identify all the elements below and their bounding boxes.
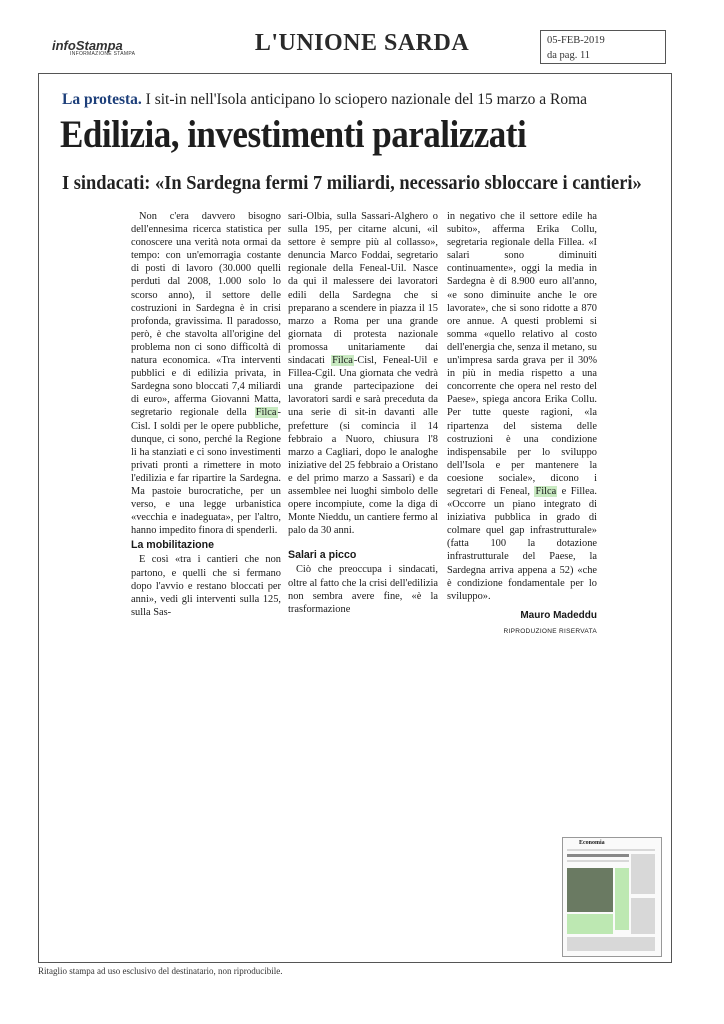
paragraph: Non c'era davvero bisogno dell'ennesima ricerca statistica per conoscere una verità nota ormai da tempo: con un'emorragia costante di posti di lavoro (30.000 quelli perduti dal 2008, 1.000 solo lo scorso anno), il settore delle costruzioni in Sardegna è in crisi profonda, gravissima. Il paradosso, però, è che stavolta all'origine del problema non ci sono difficoltà di natura economica. «Tra interventi pubblici e di edilizia privata, in Sardegna sono bloccati 7,4 miliardi di euro», afferma Giovanni Matta, segretario regionale della Filca-Cisl. I soldi per le opere pubbliche, dunque, ci sono, perché la Regione li ha stanziati e ci sono investimenti privati pronti a rimettere in moto l'edilizia e far ripartire la Sardegna. Ma pastoie burocratiche, per un verso, e una legge urbanistica «vecchia e inadeguata», per l'altro, hanno impedito finora di spenderli. — [131, 211, 281, 537]
thumbnail-section-title: Economia — [579, 840, 605, 846]
highlight-filca: Filca — [535, 485, 557, 497]
paragraph: in negativo che il settore edile ha subito», afferma Erika Collu, segretaria regionale della Fillea. «I salari sono diminuiti continuamente», oggi la media in Sardegna è di 8.900 euro all'anno, «e sono diminuite anche le ore lavorate», che si sono ridotte a 870 ore annue. A questi problemi si somma «quello relativo al costo dell'energia che, senza il metano, su un'impresa sarda grava per il 30% in più in media rispetto a una concorrente che opera nel resto del Paese», spiega ancora Erika Collu. Per tutte queste ragioni, «la ripartenza del sistema delle costruzioni è una condizione indispensabile per lo sviluppo dell'Isola e per mantenere la coesione sociale», dicono i segretari di Feneal, Filca e Fillea. «Occorre un piano integrato di iniziativa pubblica in grado di colmare quel gap infrastrutturale» (fatta 100 la dotazione infrastrutturale del Paese, la Sardegna arriva appena a 52) «che è condizione fondamentale per lo sviluppo». — [447, 211, 597, 602]
page-reference: da pag. 11 — [547, 50, 591, 61]
kicker-text: I sit-in nell'Isola anticipano lo sciopero nazionale del 15 marzo a Roma — [141, 91, 588, 108]
subheadline: I sindacati: «In Sardegna fermi 7 miliardi, necessario sbloccare i cantieri» — [62, 172, 642, 194]
highlight-filca: Filca — [332, 355, 353, 367]
footer-disclaimer: Ritaglio stampa ad uso esclusivo del destinatario, non riproducibile. — [38, 966, 283, 976]
publication-date: 05-FEB-2019 — [547, 35, 605, 46]
section-heading: Salari a picco — [288, 549, 357, 562]
kicker-label: La protesta. — [62, 91, 142, 108]
article-column-2 — [288, 210, 438, 617]
section-heading: La mobilitazione — [131, 539, 214, 552]
infostampa-logo: infoStampa INFORMAZIONE STAMPA — [52, 38, 136, 57]
highlight-filca: Filca — [255, 407, 277, 419]
masthead: L'UNIONE SARDA — [254, 30, 470, 56]
article-column-1 — [131, 210, 281, 620]
article-column-3 — [447, 210, 597, 638]
paragraph: Ciò che preoccupa i sindacati, oltre al fatto che la crisi dell'edilizia non sembra avere fine, «è la trasformazione — [288, 564, 438, 615]
kicker — [62, 91, 587, 109]
date-box — [540, 30, 666, 64]
rights-notice: RIPRODUZIONE RISERVATA — [503, 627, 597, 635]
author-byline: Mauro Madeddu — [520, 609, 597, 621]
headline: Edilizia, investimenti paralizzati — [60, 113, 527, 156]
paragraph: E così «tra i cantieri che non partono, e quelli che si fermano dopo l'avvio e restano bloccati per anni», vedi gli interventi sulla 125, sulla Sas- — [131, 554, 281, 618]
page-thumbnail — [562, 837, 662, 957]
paragraph: sari-Olbia, sulla Sassari-Alghero o sulla 195, per citarne alcuni, «il settore è sempre più al collasso», denuncia Marco Foddai, segretario regionale della Feneal-Uil. Nasce da qui il malessere dei lavoratori edili della Sardegna che si preparano a scendere in piazza il 15 marzo a Roma per una grande giornata di protesta nazionale promossa unitariamente dai sindacati Filca-Cisl, Feneal-Uil e Fillea-Cgil. Una giornata che vedrà una grande partecipazione dei lavoratori sardi e sarà preceduta da una serie di sit-in davanti alle prefetture (si comincia il 14 febbraio a Nuoro, chiusura l'8 marzo a Cagliari, dopo le analoghe iniziative del 25 febbraio a Oristano e del primo marzo a Sassari) e da assemblee nei luoghi simbolo delle opere incompiute, come la diga di Monte Nieddu, un cantiere fermo al palo da 30 anni. — [288, 211, 438, 537]
